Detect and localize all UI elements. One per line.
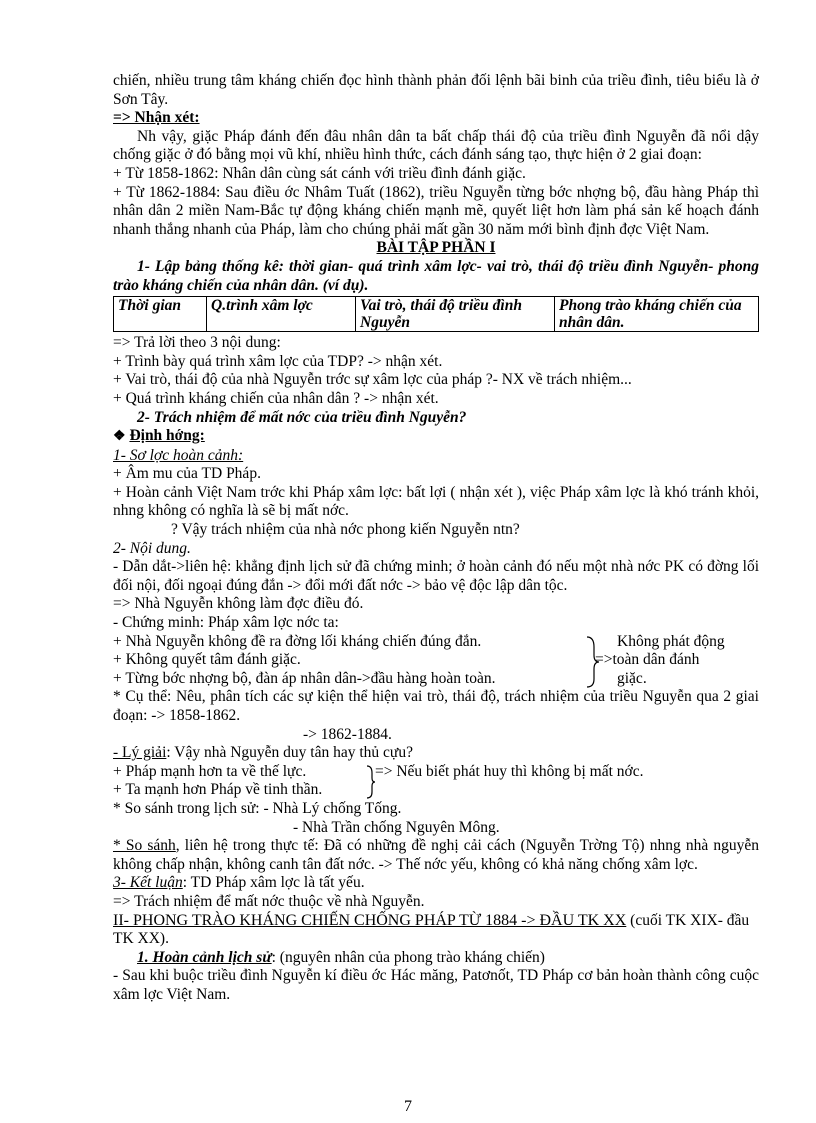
list-item: + Âm mu của TD Pháp. [113, 465, 261, 483]
paragraph: - Chứng minh: Pháp xâm lợc nớc ta: [113, 614, 339, 632]
paragraph: => Trả lời theo 3 nội dung: [113, 334, 281, 352]
subheading: 3- Kết luận [113, 874, 183, 892]
paragraph: - Nhà Trần chống Nguyên Mông. [293, 818, 500, 836]
text: (cuối TK XIX- đầu TK XX). [113, 911, 750, 948]
paragraph [113, 744, 759, 763]
table-header-cell: Thời gian [114, 297, 207, 332]
exercise-question: 2- Trách nhiệm để mất nớc của triều đình Nguyễn? [137, 408, 467, 426]
statistics-table [113, 296, 759, 332]
label: - Lý giải [113, 744, 167, 762]
list-item: + Ta mạnh hơn Pháp về tinh thần. [113, 781, 323, 799]
list-item: + Pháp mạnh hơn ta về thế lực. [113, 762, 307, 780]
bracket-note: Không phát động [617, 632, 725, 650]
list-item: + Từ 1858-1862: Nhân dân cùng sát cánh với triều đình đánh giặc. [113, 164, 526, 182]
bracket-group [113, 633, 759, 689]
text: : TD Pháp xâm lợc là tất yếu. [182, 874, 365, 892]
exercise-question: 1- Lập bảng thống kê: thời gian- quá trình xâm lợc- vai trò, thái độ triều đình Nguyễn- phong trào kháng chiến của nhân dân. (ví dụ). [113, 257, 759, 294]
paragraph: chiến, nhiều trung tâm kháng chiến đọc hình thành phản đối lệnh bãi binh của triều đình, tiêu biểu là ở Sơn Tây. [113, 72, 759, 108]
section-title: BÀI TẬP PHẦN I [376, 239, 496, 257]
table-header-cell: Phong trào kháng chiến của nhân dân. [555, 297, 759, 332]
text: : Vậy nhà Nguyễn duy tân hay thủ cựu? [166, 744, 413, 762]
diamond-bullet-icon: ❖ [113, 429, 126, 445]
paragraph: - Dẫn dắt->liên hệ: khẳng định lịch sử đã chứng minh; ở hoàn cảnh đó nếu một nhà nớc PK có đờng lối đối nội, đối ngoại đúng đắn -> đổi mới đất nớc -> bảo vệ độc lập dân tộc. [113, 558, 759, 594]
page-number: 7 [404, 1098, 412, 1115]
list-item: + Từ 1862-1884: Sau điều ớc Nhâm Tuất (1862), triều Nguyễn từng bớc nhợng bộ, đầu hàng Pháp thì nhân dân 2 miền Nam-Bắc tự động kháng chiến mạnh mẽ, quyết liệt hơn làm phá sản kế hoạch đánh nhanh thắng nhanh của Pháp, làm cho chúng phải mất gần 30 năm mới bình định đợc Việt Nam. [113, 183, 759, 238]
paragraph: * Cụ thể: Nêu, phân tích các sự kiện thể hiện vai trò, thái độ, trách nhiệm của triều Nguyễn qua 2 giai đoạn: -> 1858-1862. [113, 688, 759, 724]
subheading: 2- Nội dung. [113, 539, 191, 557]
table-header-cell: Q.trình xâm lợc [207, 297, 356, 332]
table-row [114, 297, 759, 332]
list-item: + Vai trò, thái độ của nhà Nguyễn trớc sự xâm lợc của pháp ?- NX về trách nhiệm... [113, 371, 632, 389]
paragraph: => Trách nhiệm để mất nớc thuộc về nhà Nguyễn. [113, 892, 425, 910]
table-header-cell: Vai trò, thái độ triều đình Nguyễn [356, 297, 555, 332]
subheading: 1- Sơ lợc hoàn cảnh: [113, 446, 244, 464]
heading-text: Định hớng: [129, 427, 205, 445]
question-line: ? Vậy trách nhiệm của nhà nớc phong kiến Nguyễn ntn? [171, 521, 520, 539]
paragraph: => Nhà Nguyễn không làm đợc điều đó. [113, 595, 364, 613]
bracket-note: =>toàn dân đánh [595, 651, 700, 669]
paragraph: * So sánh trong lịch sử: - Nhà Lý chống Tống. [113, 799, 402, 817]
bracket-note: giặc. [617, 669, 647, 687]
section-title: II- PHONG TRÀO KHÁNG CHIẾN CHỐNG PHÁP TỪ 1884 -> ĐẦU TK XX [113, 911, 627, 929]
text: : (nguyên nhân của phong trào kháng chiến) [271, 948, 545, 966]
paragraph: Nh vậy, giặc Pháp đánh đến đâu nhân dân ta bất chấp thái độ của triều đình Nguyễn đã nổi dậy chống giặc ở đó bằng mọi vũ khí, nhiều hình thức, cách đánh sáng tạo, thực hiện ở 2 giai đoạn: [113, 127, 759, 164]
list-item: + Hoàn cảnh Việt Nam trớc khi Pháp xâm lợc: bất lợi ( nhận xét ), việc Pháp xâm lợc là khó tránh khỏi, nhng không có nghĩa là sẽ bị mất nớc. [113, 483, 759, 520]
list-item: + Từng bớc nhợng bộ, đàn áp nhân dân->đầu hàng hoàn toàn. [113, 669, 496, 687]
bracket-note: => Nếu biết phát huy thì không bị mất nớc. [375, 762, 644, 780]
label: * So sánh [113, 837, 176, 855]
heading-dinh-huong [113, 427, 759, 447]
paragraph: - Sau khi buộc triều đình Nguyễn kí điều ớc Hác măng, Patơnốt, TD Pháp cơ bản hoàn thành công cuộc xâm lợc Việt Nam. [113, 967, 759, 1003]
bracket-group [113, 763, 759, 800]
heading-nhan-xet: => Nhận xét: [113, 109, 200, 127]
paragraph [113, 837, 759, 874]
list-item: + Không quyết tâm đánh giặc. [113, 651, 301, 669]
brace-icon [585, 635, 601, 689]
paragraph [113, 949, 759, 968]
paragraph [113, 874, 759, 893]
list-item: + Trình bày quá trình xâm lợc của TDP? -> nhận xét. [113, 352, 443, 370]
list-item: + Nhà Nguyễn không đề ra đờng lối kháng chiến đúng đắn. [113, 632, 482, 650]
section-heading [113, 912, 759, 949]
text: , liên hệ trong thực tế: Đã có những đề nghị cải cách (Nguyễn Trờng Tộ) nhng nhà nguyễn không chấp nhận, không canh tân đất nớc. -> Thế nớc yếu, không có khả năng chống xâm lợc. [113, 837, 759, 873]
brace-icon [365, 764, 377, 800]
document-page [113, 72, 759, 1005]
list-item: + Quá trình kháng chiến của nhân dân ? -> nhận xét. [113, 389, 439, 407]
subheading: 1. Hoàn cảnh lịch sử [137, 948, 272, 966]
paragraph: -> 1862-1884. [303, 725, 392, 743]
